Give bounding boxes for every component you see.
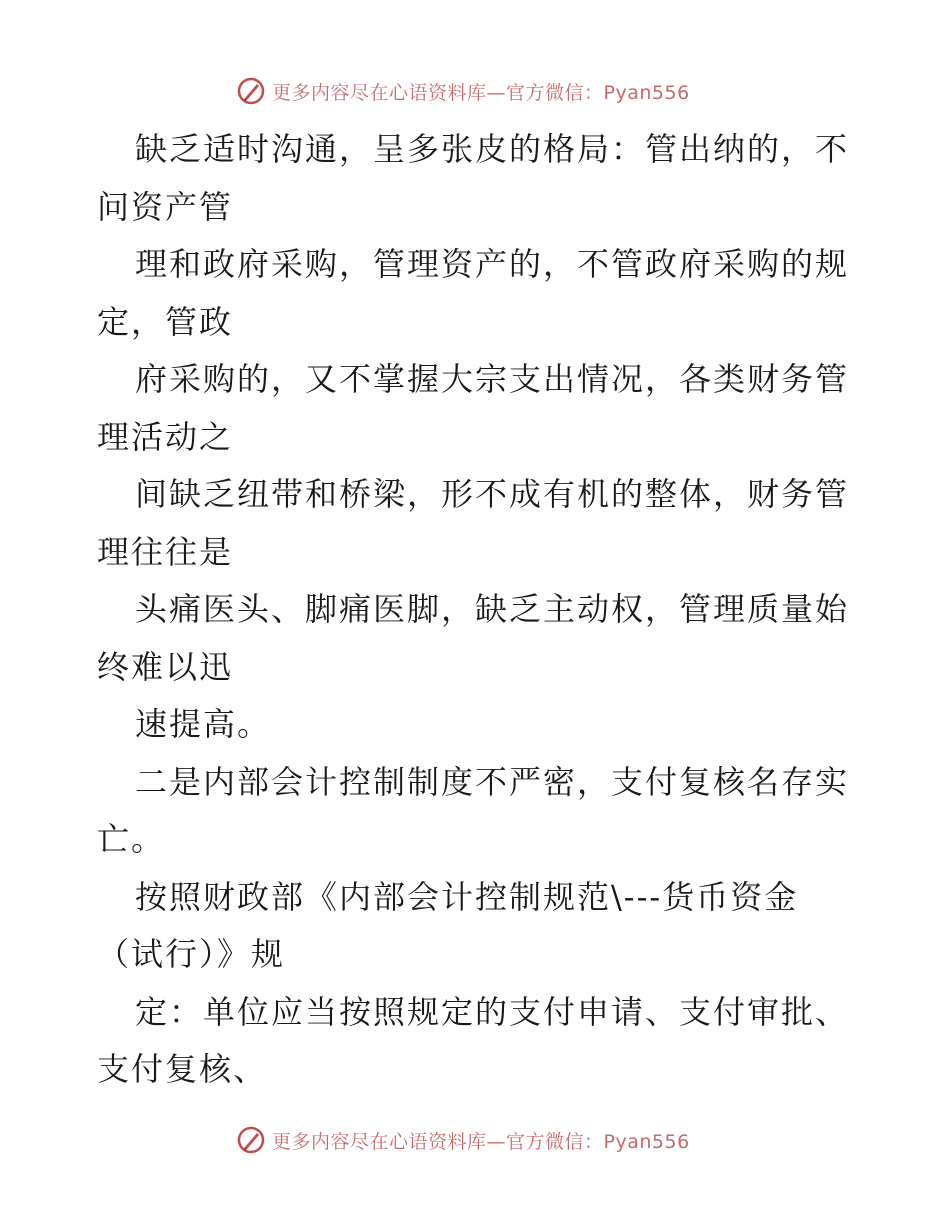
pen-logo-icon xyxy=(236,76,266,106)
text-line: 二是内部会计控制制度不严密，支付复核名存实 xyxy=(135,762,850,801)
header-watermark xyxy=(236,74,690,108)
text-line: 缺乏适时沟通，呈多张皮的格局：管出纳的，不 xyxy=(135,130,850,168)
text-line: 定，管政 xyxy=(97,302,234,341)
text-line: 问资产管 xyxy=(97,187,234,226)
text-line: 亡。 xyxy=(97,820,166,858)
text-line: 按照财政部《内部会计控制规范\---货币资金 xyxy=(135,877,799,916)
footer-watermark xyxy=(236,1123,690,1157)
text-line: 速提高。 xyxy=(135,705,272,743)
watermark-text: 更多内容尽在心语资料库—官方微信：Pyan556 xyxy=(272,1130,690,1153)
text-line: 理和政府采购，管理资产的，不管政府采购的规 xyxy=(135,245,850,283)
text-line: 终难以迅 xyxy=(97,647,234,686)
document-body xyxy=(97,121,857,1099)
text-line: 理活动之 xyxy=(97,417,234,456)
text-line: 间缺乏纽带和桥梁，形不成有机的整体，财务管 xyxy=(135,475,850,513)
text-line: 头痛医头、脚痛医脚，缺乏主动权，管理质量始 xyxy=(135,590,850,628)
text-line: 支付复核、 xyxy=(97,1050,268,1088)
watermark-text: 更多内容尽在心语资料库—官方微信：Pyan556 xyxy=(272,81,690,104)
text-line: 定：单位应当按照规定的支付申请、支付审批、 xyxy=(135,992,850,1031)
pen-logo-icon xyxy=(236,1125,266,1155)
text-line: 府采购的，又不掌握大宗支出情况，各类财务管 xyxy=(135,360,850,398)
text-line: 理往往是 xyxy=(97,532,234,571)
text-line: （试行）》规 xyxy=(97,935,286,973)
